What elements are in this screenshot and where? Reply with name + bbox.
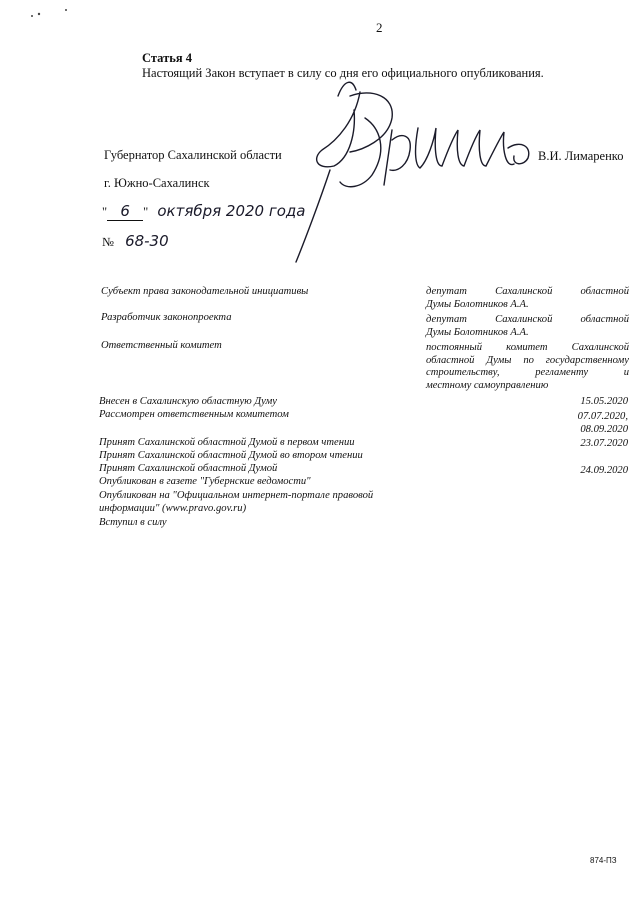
committee-value-line: областной Думы по государственному: [426, 354, 629, 366]
initiative-value-line: Думы Болотников А.А.: [426, 298, 529, 310]
page-number: 2: [376, 20, 383, 35]
history-label: Принят Сахалинской областной Думой во втором чтении: [99, 450, 363, 461]
history-label: информации" (www.pravo.gov.ru): [99, 503, 247, 514]
history-label: Принят Сахалинской областной Думой: [99, 463, 278, 474]
committee-value-line: строительству, регламенту и: [426, 367, 629, 378]
developer-label: Разработчик законопроекта: [101, 312, 232, 323]
article-heading: Статья 4: [142, 51, 192, 65]
developer-value-line: Думы Болотников А.А.: [426, 326, 529, 338]
history-label: Опубликован в газете "Губернские ведомости": [99, 476, 311, 487]
committee-value-line: постоянный комитет Сахалинской: [426, 342, 629, 353]
initiative-value-line: депутат Сахалинской областной: [426, 286, 629, 297]
committee-label: Ответственный комитет: [101, 340, 222, 351]
developer-value: [426, 314, 629, 339]
law-number: [102, 232, 169, 250]
initiative-value: [426, 286, 629, 311]
number-label: №: [102, 235, 114, 249]
history-value: 23.07.2020: [580, 438, 628, 449]
history-value: 24.09.2020: [580, 465, 628, 476]
history-label: Опубликован на "Официальном интернет-портале правовой: [99, 490, 374, 501]
history-value: 15.05.2020: [580, 396, 628, 407]
signing-city: г. Южно-Сахалинск: [104, 176, 210, 190]
date-close-quote: ": [143, 205, 149, 219]
initiative-label: Субъект права законодательной инициативы: [101, 286, 309, 297]
document-code: 874-ПЗ: [590, 856, 617, 865]
history-label: Принят Сахалинской областной Думой в первом чтении: [99, 437, 355, 448]
date-open-quote: ": [102, 205, 108, 219]
history-label: Внесен в Сахалинскую областную Думу: [99, 396, 277, 407]
article-text: Настоящий Закон вступает в силу со дня его официального опубликования.: [142, 66, 544, 80]
signing-date: [102, 202, 305, 221]
committee-value-line: местному самоуправлению: [426, 379, 549, 391]
date-day: 6: [107, 202, 143, 221]
history-value: 07.07.2020,: [577, 411, 628, 422]
developer-value-line: депутат Сахалинской областной: [426, 314, 629, 325]
history-label: Вступил в силу: [99, 517, 167, 528]
number-value: 68-30: [125, 232, 169, 250]
date-month-year: октября 2020 года: [157, 202, 306, 220]
governor-position: Губернатор Сахалинской области: [104, 148, 282, 162]
committee-value: [426, 342, 629, 392]
history-label: Рассмотрен ответственным комитетом: [99, 409, 289, 420]
governor-name: В.И. Лимаренко: [538, 149, 624, 163]
history-value: 08.09.2020: [580, 424, 628, 435]
